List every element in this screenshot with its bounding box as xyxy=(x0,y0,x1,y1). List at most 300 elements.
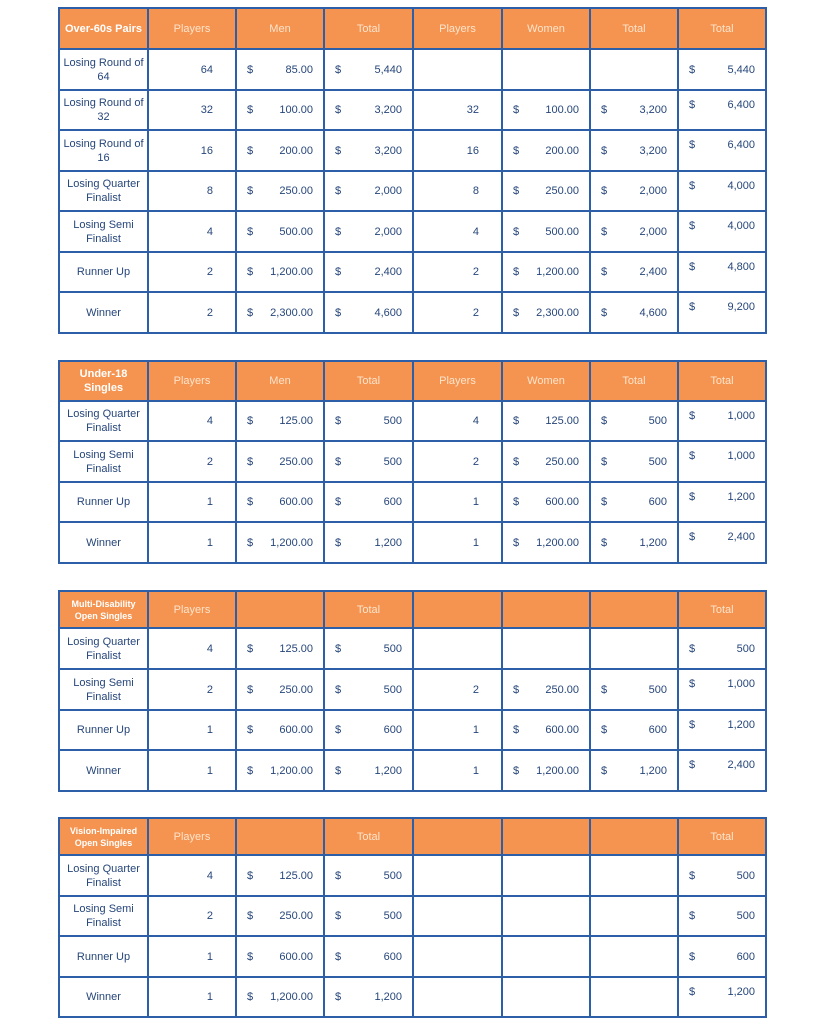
women-players: 1 xyxy=(413,710,502,750)
men-prize xyxy=(236,90,324,130)
table-row xyxy=(59,171,766,211)
men-total xyxy=(324,522,413,563)
column-header: Total xyxy=(324,591,413,628)
men-prize xyxy=(236,855,324,896)
currency-symbol: $ xyxy=(689,450,696,462)
grand-total xyxy=(678,171,766,211)
men-prize xyxy=(236,130,324,171)
currency-symbol: $ xyxy=(513,764,520,777)
women-total xyxy=(590,130,678,171)
men-players: 1 xyxy=(148,750,236,791)
currency-symbol: $ xyxy=(601,266,608,278)
grand-total xyxy=(678,522,766,563)
currency-symbol: $ xyxy=(601,536,608,549)
round-label: Losing Semi Finalist xyxy=(59,211,148,252)
men-total-amount: 2,400 xyxy=(374,266,402,278)
women-players: 16 xyxy=(413,130,502,171)
column-header xyxy=(236,818,324,855)
men-players: 1 xyxy=(148,936,236,977)
women-prize-amount: 100.00 xyxy=(545,104,579,116)
women-total xyxy=(590,441,678,482)
currency-symbol: $ xyxy=(247,415,254,427)
grand-total-amount: 1,200 xyxy=(727,491,755,503)
grand-total xyxy=(678,90,766,130)
men-total-amount: 1,200 xyxy=(374,536,402,549)
currency-symbol: $ xyxy=(601,764,608,777)
women-prize xyxy=(502,252,590,292)
table-row xyxy=(59,855,766,896)
column-header: Players xyxy=(413,361,502,401)
currency-symbol: $ xyxy=(247,536,254,549)
women-total xyxy=(590,171,678,211)
column-header xyxy=(413,818,502,855)
grand-total xyxy=(678,130,766,171)
currency-symbol: $ xyxy=(513,306,520,319)
currency-symbol: $ xyxy=(335,266,342,278)
women-players xyxy=(413,936,502,977)
grand-total xyxy=(678,750,766,791)
women-total xyxy=(590,49,678,90)
column-header: Total xyxy=(324,818,413,855)
currency-symbol: $ xyxy=(601,306,608,319)
women-prize xyxy=(502,130,590,171)
men-prize xyxy=(236,750,324,791)
currency-symbol: $ xyxy=(513,496,520,508)
currency-symbol: $ xyxy=(513,415,520,427)
women-prize xyxy=(502,171,590,211)
round-label: Runner Up xyxy=(59,482,148,522)
grand-total xyxy=(678,482,766,522)
currency-symbol: $ xyxy=(247,991,254,1003)
column-header xyxy=(590,818,678,855)
men-prize xyxy=(236,211,324,252)
grand-total xyxy=(678,211,766,252)
grand-total-amount: 500 xyxy=(736,642,755,655)
column-header: Total xyxy=(590,8,678,49)
women-total xyxy=(590,936,678,977)
round-label: Winner xyxy=(59,750,148,791)
grand-total-amount: 500 xyxy=(736,910,755,922)
men-total xyxy=(324,482,413,522)
men-players: 1 xyxy=(148,522,236,563)
table-row xyxy=(59,522,766,563)
women-prize xyxy=(502,977,590,1017)
round-label: Winner xyxy=(59,292,148,333)
currency-symbol: $ xyxy=(247,642,254,655)
men-players: 8 xyxy=(148,171,236,211)
grand-total xyxy=(678,710,766,750)
column-header: Women xyxy=(502,361,590,401)
men-total-amount: 600 xyxy=(383,724,402,736)
women-prize-amount: 250.00 xyxy=(545,683,579,696)
round-label: Losing Round of 32 xyxy=(59,90,148,130)
women-prize xyxy=(502,49,590,90)
grand-total xyxy=(678,49,766,90)
currency-symbol: $ xyxy=(601,185,608,197)
currency-symbol: $ xyxy=(247,266,254,278)
grand-total-amount: 1,200 xyxy=(727,986,755,998)
table-row xyxy=(59,628,766,669)
women-prize-amount: 500.00 xyxy=(545,225,579,238)
grand-total-amount: 6,400 xyxy=(727,99,755,111)
men-players: 2 xyxy=(148,669,236,710)
currency-symbol: $ xyxy=(689,63,696,76)
women-total-amount: 1,200 xyxy=(639,536,667,549)
grand-total-amount: 600 xyxy=(736,950,755,963)
women-players: 2 xyxy=(413,669,502,710)
currency-symbol: $ xyxy=(601,415,608,427)
currency-symbol: $ xyxy=(513,144,520,157)
women-total xyxy=(590,401,678,441)
men-prize-amount: 250.00 xyxy=(279,910,313,922)
men-prize-amount: 250.00 xyxy=(279,455,313,468)
currency-symbol: $ xyxy=(513,266,520,278)
currency-symbol: $ xyxy=(335,869,342,882)
men-total-amount: 600 xyxy=(383,950,402,963)
men-prize xyxy=(236,441,324,482)
table-row xyxy=(59,130,766,171)
men-total xyxy=(324,49,413,90)
currency-symbol: $ xyxy=(247,306,254,319)
currency-symbol: $ xyxy=(513,104,520,116)
men-total xyxy=(324,441,413,482)
men-prize-amount: 600.00 xyxy=(279,950,313,963)
grand-total xyxy=(678,936,766,977)
women-total xyxy=(590,482,678,522)
men-prize xyxy=(236,896,324,936)
currency-symbol: $ xyxy=(335,185,342,197)
men-players: 2 xyxy=(148,896,236,936)
men-prize xyxy=(236,252,324,292)
men-players: 2 xyxy=(148,292,236,333)
women-players: 8 xyxy=(413,171,502,211)
women-total xyxy=(590,896,678,936)
men-total-amount: 3,200 xyxy=(374,144,402,157)
men-prize xyxy=(236,292,324,333)
women-players: 2 xyxy=(413,441,502,482)
grand-total-amount: 2,400 xyxy=(727,531,755,543)
currency-symbol: $ xyxy=(335,950,342,963)
women-total xyxy=(590,750,678,791)
column-header xyxy=(502,818,590,855)
grand-total xyxy=(678,292,766,333)
women-players: 1 xyxy=(413,522,502,563)
table-header-row xyxy=(59,591,766,628)
women-prize xyxy=(502,522,590,563)
grand-total xyxy=(678,896,766,936)
currency-symbol: $ xyxy=(513,455,520,468)
currency-symbol: $ xyxy=(513,536,520,549)
column-header: Men xyxy=(236,8,324,49)
grand-total-amount: 5,440 xyxy=(727,63,755,76)
men-total xyxy=(324,977,413,1017)
men-total xyxy=(324,936,413,977)
men-prize-amount: 250.00 xyxy=(279,185,313,197)
women-prize xyxy=(502,750,590,791)
women-players xyxy=(413,896,502,936)
women-prize-amount: 2,300.00 xyxy=(536,306,579,319)
grand-total-amount: 1,000 xyxy=(727,678,755,690)
men-prize-amount: 200.00 xyxy=(279,144,313,157)
currency-symbol: $ xyxy=(689,99,696,111)
women-total xyxy=(590,522,678,563)
men-players: 4 xyxy=(148,401,236,441)
men-total xyxy=(324,171,413,211)
women-prize-amount: 200.00 xyxy=(545,144,579,157)
currency-symbol: $ xyxy=(513,724,520,736)
table-header-row xyxy=(59,361,766,401)
men-total-amount: 500 xyxy=(383,910,402,922)
column-header: Total xyxy=(590,361,678,401)
men-total xyxy=(324,252,413,292)
men-total-amount: 500 xyxy=(383,642,402,655)
men-prize-amount: 600.00 xyxy=(279,724,313,736)
women-players xyxy=(413,855,502,896)
men-total-amount: 600 xyxy=(383,496,402,508)
column-header xyxy=(590,591,678,628)
men-players: 1 xyxy=(148,977,236,1017)
women-total xyxy=(590,628,678,669)
currency-symbol: $ xyxy=(335,724,342,736)
currency-symbol: $ xyxy=(247,869,254,882)
currency-symbol: $ xyxy=(247,683,254,696)
women-total-amount: 500 xyxy=(648,455,667,468)
table-row xyxy=(59,896,766,936)
column-header xyxy=(502,591,590,628)
category-title: Under-18 Singles xyxy=(59,361,148,401)
women-total-amount: 3,200 xyxy=(639,104,667,116)
women-prize-amount: 250.00 xyxy=(545,185,579,197)
currency-symbol: $ xyxy=(247,225,254,238)
round-label: Runner Up xyxy=(59,710,148,750)
men-prize-amount: 100.00 xyxy=(279,104,313,116)
grand-total-amount: 1,200 xyxy=(727,719,755,731)
men-total-amount: 4,600 xyxy=(374,306,402,319)
currency-symbol: $ xyxy=(247,63,254,76)
men-total xyxy=(324,628,413,669)
women-total-amount: 2,000 xyxy=(639,225,667,238)
men-prize-amount: 600.00 xyxy=(279,496,313,508)
column-header: Total xyxy=(678,818,766,855)
currency-symbol: $ xyxy=(247,185,254,197)
currency-symbol: $ xyxy=(247,496,254,508)
round-label: Losing Semi Finalist xyxy=(59,896,148,936)
currency-symbol: $ xyxy=(689,139,696,151)
men-players: 4 xyxy=(148,855,236,896)
women-players: 2 xyxy=(413,292,502,333)
currency-symbol: $ xyxy=(335,536,342,549)
women-prize-amount: 600.00 xyxy=(545,724,579,736)
women-prize xyxy=(502,482,590,522)
column-header: Total xyxy=(324,361,413,401)
grand-total-amount: 500 xyxy=(736,869,755,882)
men-prize-amount: 125.00 xyxy=(279,642,313,655)
women-total xyxy=(590,855,678,896)
currency-symbol: $ xyxy=(689,491,696,503)
table-row xyxy=(59,292,766,333)
currency-symbol: $ xyxy=(513,185,520,197)
currency-symbol: $ xyxy=(247,764,254,777)
men-prize xyxy=(236,171,324,211)
men-players: 4 xyxy=(148,628,236,669)
currency-symbol: $ xyxy=(335,306,342,319)
men-prize xyxy=(236,401,324,441)
currency-symbol: $ xyxy=(689,410,696,422)
grand-total xyxy=(678,252,766,292)
men-players: 1 xyxy=(148,710,236,750)
table-header-row xyxy=(59,8,766,49)
prize-table xyxy=(58,817,767,1018)
women-total-amount: 2,000 xyxy=(639,185,667,197)
women-prize xyxy=(502,896,590,936)
men-total xyxy=(324,130,413,171)
grand-total-amount: 1,000 xyxy=(727,410,755,422)
grand-total-amount: 2,400 xyxy=(727,759,755,771)
round-label: Winner xyxy=(59,977,148,1017)
column-header: Players xyxy=(148,818,236,855)
currency-symbol: $ xyxy=(689,678,696,690)
men-prize-amount: 1,200.00 xyxy=(270,266,313,278)
men-total-amount: 2,000 xyxy=(374,185,402,197)
men-players: 2 xyxy=(148,441,236,482)
currency-symbol: $ xyxy=(335,104,342,116)
men-total xyxy=(324,211,413,252)
women-prize xyxy=(502,855,590,896)
men-total-amount: 2,000 xyxy=(374,225,402,238)
column-header: Players xyxy=(413,8,502,49)
grand-total-amount: 4,000 xyxy=(727,180,755,192)
currency-symbol: $ xyxy=(689,531,696,543)
currency-symbol: $ xyxy=(601,683,608,696)
women-total xyxy=(590,669,678,710)
column-header: Total xyxy=(678,361,766,401)
column-header: Total xyxy=(324,8,413,49)
table-row xyxy=(59,669,766,710)
round-label: Losing Semi Finalist xyxy=(59,669,148,710)
grand-total-amount: 6,400 xyxy=(727,139,755,151)
currency-symbol: $ xyxy=(601,455,608,468)
men-players: 1 xyxy=(148,482,236,522)
men-prize xyxy=(236,977,324,1017)
currency-symbol: $ xyxy=(335,63,342,76)
women-prize-amount: 1,200.00 xyxy=(536,764,579,777)
men-total-amount: 5,440 xyxy=(374,63,402,76)
currency-symbol: $ xyxy=(247,144,254,157)
currency-symbol: $ xyxy=(247,455,254,468)
currency-symbol: $ xyxy=(689,719,696,731)
table-header-row xyxy=(59,818,766,855)
men-prize-amount: 2,300.00 xyxy=(270,306,313,319)
men-prize-amount: 250.00 xyxy=(279,683,313,696)
women-prize-amount: 125.00 xyxy=(545,415,579,427)
men-total xyxy=(324,855,413,896)
grand-total-amount: 4,000 xyxy=(727,220,755,232)
men-prize-amount: 85.00 xyxy=(285,63,313,76)
women-total-amount: 600 xyxy=(648,724,667,736)
men-players: 4 xyxy=(148,211,236,252)
table-row xyxy=(59,401,766,441)
column-header: Total xyxy=(678,591,766,628)
men-total xyxy=(324,896,413,936)
table-row xyxy=(59,977,766,1017)
women-prize xyxy=(502,401,590,441)
men-prize xyxy=(236,49,324,90)
round-label: Runner Up xyxy=(59,252,148,292)
women-total xyxy=(590,292,678,333)
women-players xyxy=(413,49,502,90)
women-prize xyxy=(502,441,590,482)
men-total-amount: 3,200 xyxy=(374,104,402,116)
column-header xyxy=(413,591,502,628)
round-label: Runner Up xyxy=(59,936,148,977)
women-total xyxy=(590,252,678,292)
women-total xyxy=(590,90,678,130)
men-total-amount: 500 xyxy=(383,455,402,468)
currency-symbol: $ xyxy=(247,950,254,963)
men-prize-amount: 125.00 xyxy=(279,415,313,427)
table-row xyxy=(59,710,766,750)
grand-total xyxy=(678,401,766,441)
column-header: Players xyxy=(148,591,236,628)
women-prize xyxy=(502,90,590,130)
men-total xyxy=(324,750,413,791)
men-prize xyxy=(236,628,324,669)
currency-symbol: $ xyxy=(601,144,608,157)
currency-symbol: $ xyxy=(601,225,608,238)
women-total-amount: 500 xyxy=(648,415,667,427)
currency-symbol: $ xyxy=(247,104,254,116)
women-players: 4 xyxy=(413,401,502,441)
women-prize xyxy=(502,710,590,750)
currency-symbol: $ xyxy=(689,180,696,192)
women-prize-amount: 1,200.00 xyxy=(536,266,579,278)
women-players: 1 xyxy=(413,750,502,791)
round-label: Losing Semi Finalist xyxy=(59,441,148,482)
women-total xyxy=(590,710,678,750)
table-row xyxy=(59,49,766,90)
table-row xyxy=(59,482,766,522)
women-prize-amount: 250.00 xyxy=(545,455,579,468)
men-total xyxy=(324,292,413,333)
women-players: 2 xyxy=(413,252,502,292)
prize-table xyxy=(58,590,767,792)
men-prize xyxy=(236,482,324,522)
grand-total-amount: 4,800 xyxy=(727,261,755,273)
men-prize xyxy=(236,936,324,977)
men-players: 2 xyxy=(148,252,236,292)
women-total-amount: 3,200 xyxy=(639,144,667,157)
women-players: 4 xyxy=(413,211,502,252)
men-total xyxy=(324,401,413,441)
round-label: Losing Quarter Finalist xyxy=(59,628,148,669)
men-total xyxy=(324,90,413,130)
currency-symbol: $ xyxy=(335,144,342,157)
currency-symbol: $ xyxy=(689,220,696,232)
women-total-amount: 4,600 xyxy=(639,306,667,319)
men-prize xyxy=(236,522,324,563)
currency-symbol: $ xyxy=(689,261,696,273)
grand-total xyxy=(678,441,766,482)
table-row xyxy=(59,211,766,252)
round-label: Losing Round of 16 xyxy=(59,130,148,171)
currency-symbol: $ xyxy=(689,642,696,655)
currency-symbol: $ xyxy=(513,683,520,696)
currency-symbol: $ xyxy=(335,683,342,696)
men-prize-amount: 125.00 xyxy=(279,869,313,882)
women-prize-amount: 600.00 xyxy=(545,496,579,508)
women-players: 1 xyxy=(413,482,502,522)
table-row xyxy=(59,90,766,130)
